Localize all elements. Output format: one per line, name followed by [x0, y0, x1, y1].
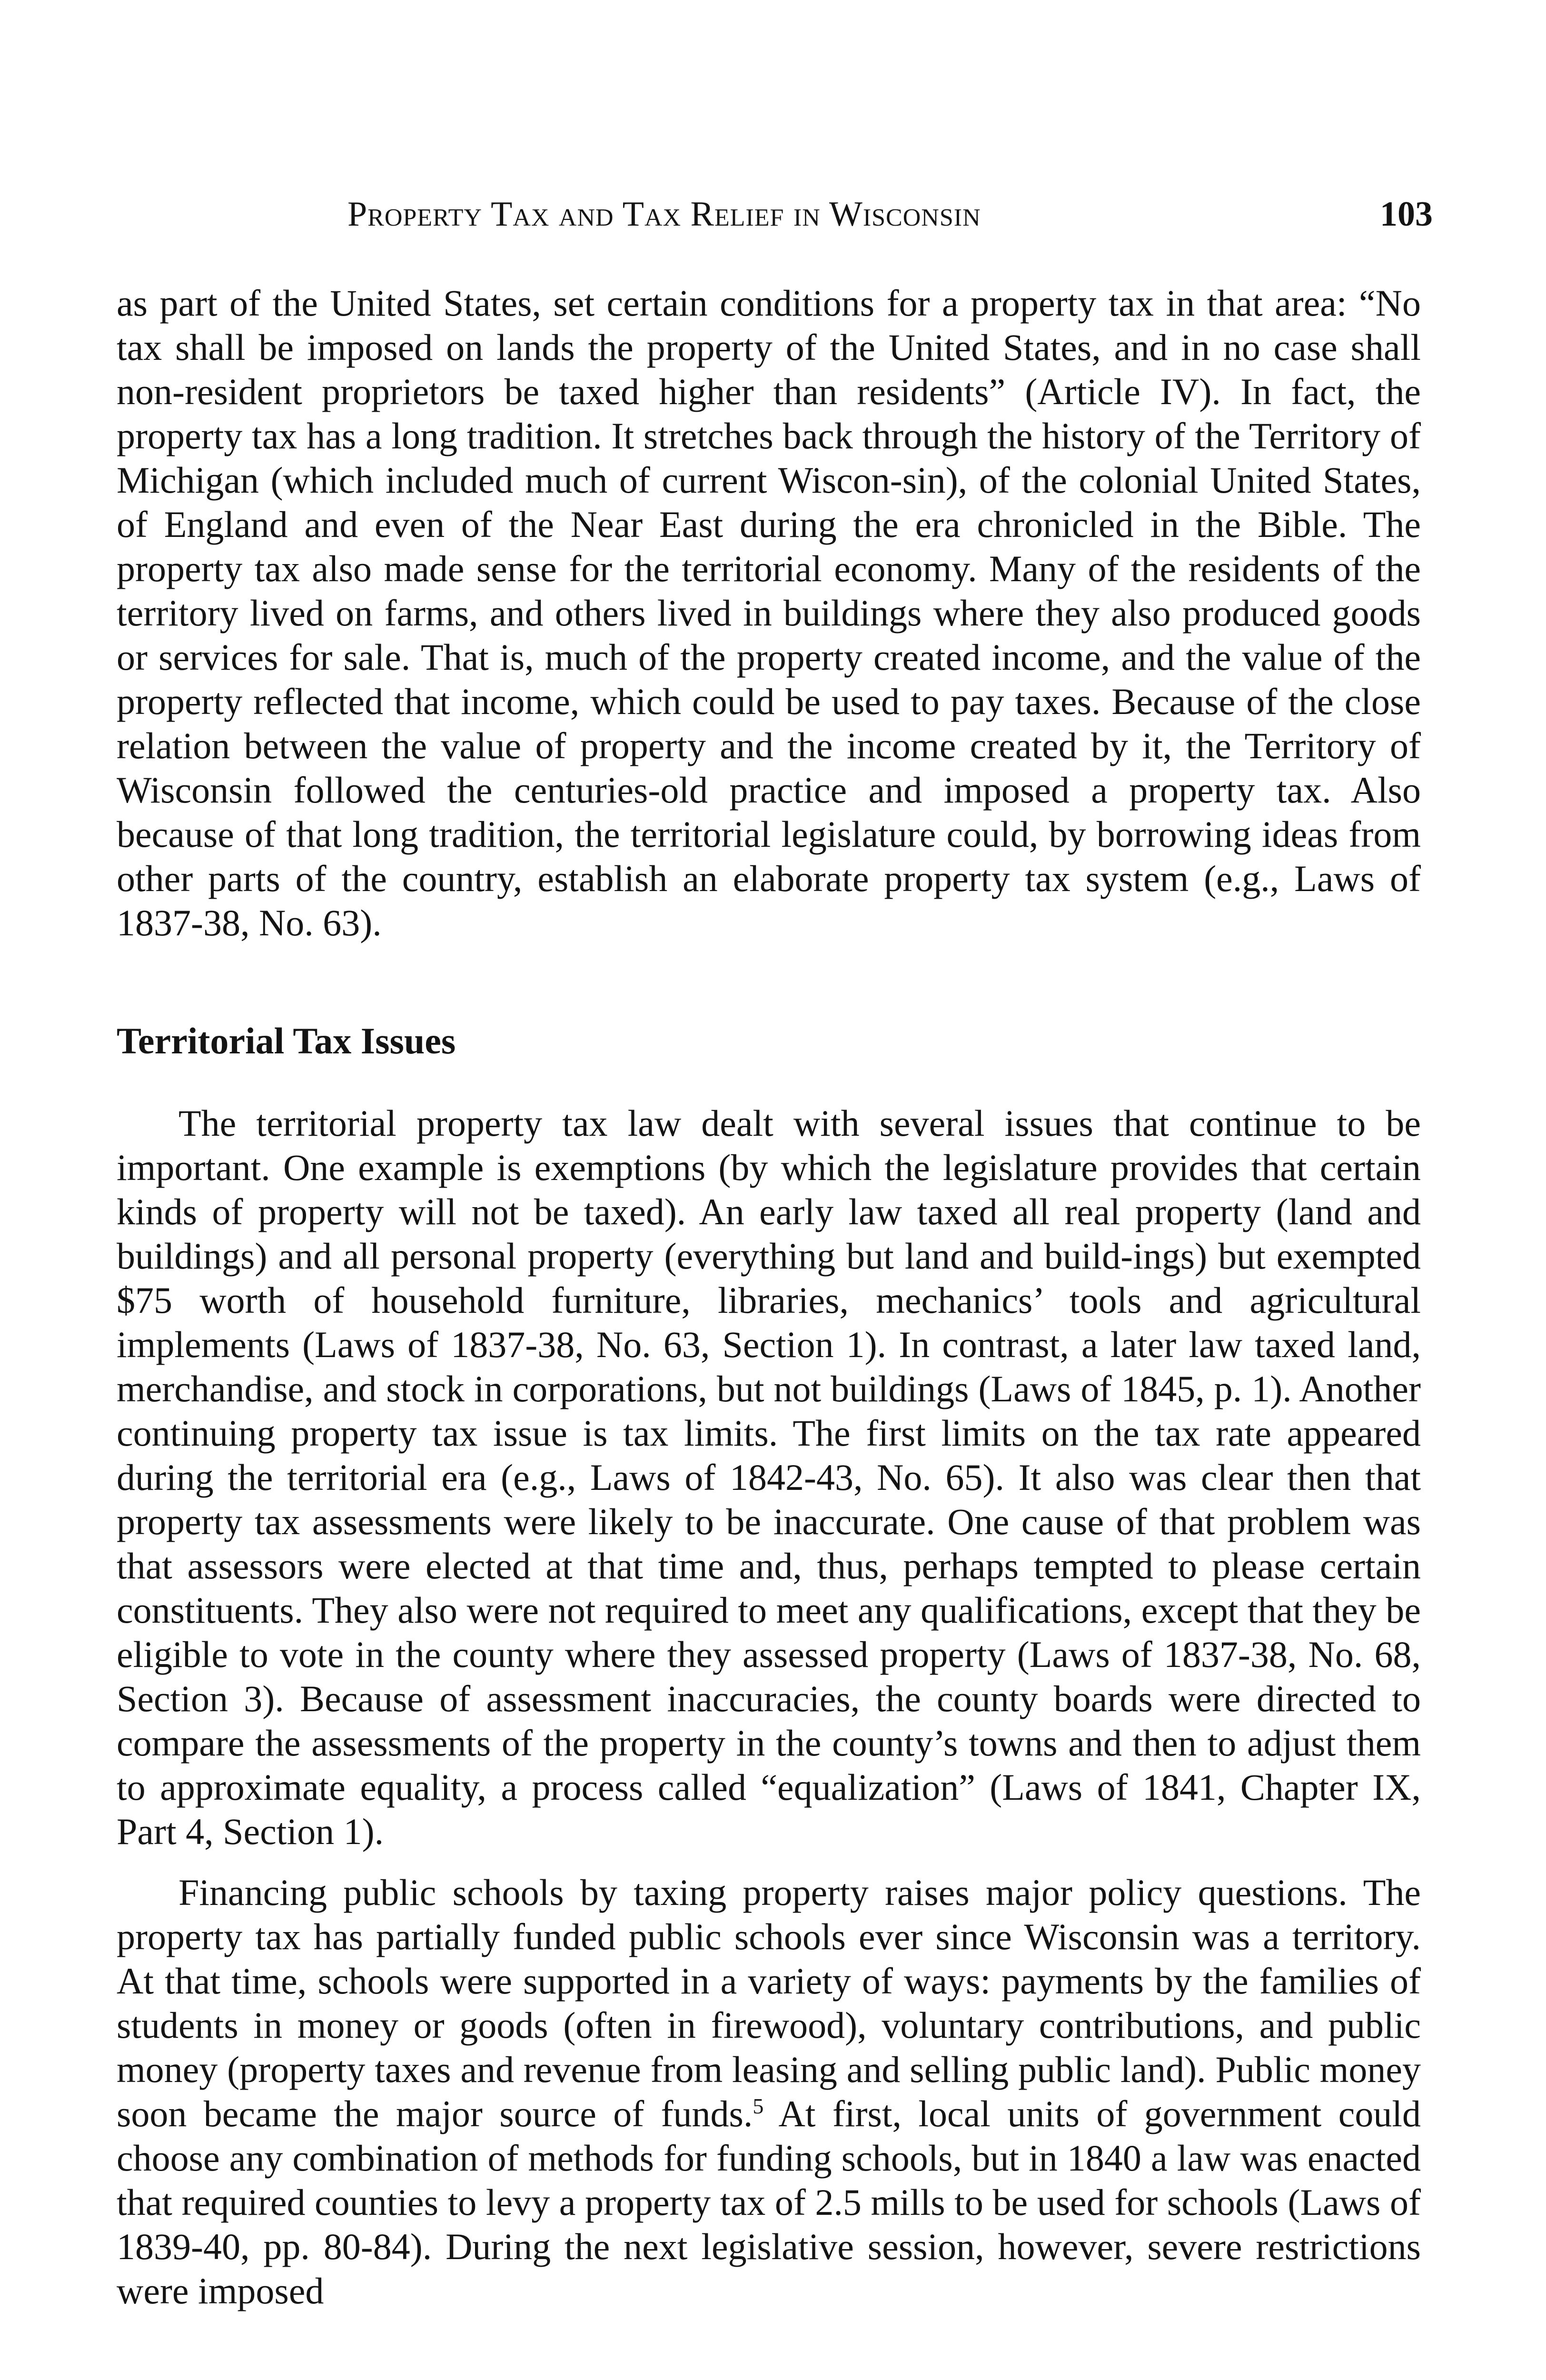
body-text	[117, 281, 1421, 2313]
paragraph-text-part-2: At first, local units of government could choose any combination of methods for funding schools, but in 1840 a law was enacted that required counties to levy a property tax of 2.5 mills to be used for schools (Laws of 1839-40, pp. 80-84). During the next legislative session, however, severe restrictions were imposed	[117, 2093, 1421, 2311]
running-header	[119, 188, 1433, 240]
page-number: 103	[1380, 195, 1433, 234]
paragraph-spacer	[117, 1854, 1421, 1870]
paragraph-school-financing	[117, 1870, 1421, 2313]
paragraph-text-part-1: Financing public schools by taxing property raises major policy questions. The property tax has partially funded public schools ever since Wisconsin was a territory. At that time, schools were supported in a variety of ways: payments by the families of students in money or goods (often in firewood), voluntary contributions, and public money (property taxes and revenue from leasing and selling public land). Public money soon became the major source of funds.	[117, 1872, 1421, 2134]
footnote-marker: 5	[753, 2094, 764, 2118]
running-title: Property Tax and Tax Relief in Wisconsin	[347, 195, 981, 234]
paragraph-continued: as part of the United States, set certain conditions for a property tax in that area: “No tax shall be imposed on lands the property of the United States, and in no case shall non-resident proprietors be taxed higher than residents” (Article IV). In fact, the property tax has a long tradition. It stretches back through the history of the Territory of Michigan (which included much of current Wiscon-sin), of the colonial United States, of England and even of the Near East during the era chronicled in the Bible. The property tax also made sense for the territorial economy. Many of the residents of the territory lived on farms, and others lived in buildings where they also produced goods or services for sale. That is, much of the property created income, and the value of the property reflected that income, which could be used to pay taxes. Because of the close relation between the value of property and the income created by it, the Territory of Wisconsin followed the centuries-old practice and imposed a property tax. Also because of that long tradition, the territorial legislature could, by borrowing ideas from other parts of the country, establish an elaborate property tax system (e.g., Laws of 1837-38, No. 63).	[117, 282, 1421, 943]
paragraph-territorial-issues: The territorial property tax law dealt with several issues that continue to be important. One example is exemptions (by which the legislature provides that certain kinds of property will not be taxed). An early law taxed all real property (land and buildings) and all personal property (everything but land and build-ings) but exempted $75 worth of household furniture, libraries, mechanics’ tools and agricultural implements (Laws of 1837-38, No. 63, Section 1). In contrast, a later law taxed land, merchandise, and stock in corporations, but not buildings (Laws of 1845, p. 1). Another continuing property tax issue is tax limits. The first limits on the tax rate appeared during the territorial era (e.g., Laws of 1842-43, No. 65). It also was clear then that property tax assessments were likely to be inaccurate. One cause of that problem was that assessors were elected at that time and, thus, perhaps tempted to please certain constituents. They also were not required to meet any qualifications, except that they be eligible to vote in the county where they assessed property (Laws of 1837-38, No. 68, Section 3). Because of assessment inaccuracies, the county boards were directed to compare the assessments of the property in the county’s towns and then to adjust them to approximate equality, a process called “equalization” (Laws of 1841, Chapter IX, Part 4, Section 1).	[117, 1102, 1421, 1852]
section-heading: Territorial Tax Issues	[117, 1020, 456, 1061]
